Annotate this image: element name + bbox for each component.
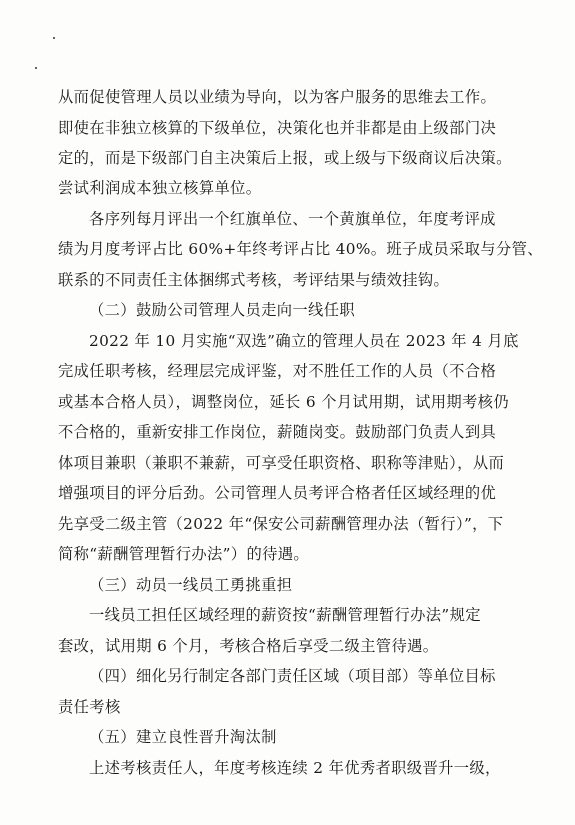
paragraph-line: 完成任职考核，经理层完成评鉴，对不胜任工作的人员（不合格 [58, 362, 497, 380]
paragraph-line: 即使在非独立核算的下级单位，决策化也并非都是由上级部门决 [58, 119, 497, 137]
paragraph-line: 一线员工担任区域经理的薪资按“薪酬管理暂行办法”规定 [89, 606, 481, 624]
section-heading: （五）建立良性晋升淘汰制 [89, 728, 277, 746]
scan-speck [35, 67, 37, 69]
section-heading: （二）鼓励公司管理人员走向一线任职 [89, 301, 355, 319]
section-heading: （三）动员一线员工勇挑重担 [89, 576, 293, 594]
paragraph-line: 2022 年 10 月实施“双选”确立的管理人员在 2023 年 4 月底 [89, 332, 519, 350]
paragraph-line: 或基本合格人员），调整岗位，延长 6 个月试用期，试用期考核仍 [58, 393, 509, 411]
scan-speck [53, 37, 55, 39]
paragraph-line: 体项目兼职（兼职不兼薪，可享受任职资格、职称等津贴），从而 [58, 454, 505, 472]
paragraph-line: 先享受二级主管（2022 年“保安公司薪酬管理办法（暂行）”，下 [58, 515, 504, 533]
paragraph-line: 上述考核责任人，年度考核连续 2 年优秀者职级晋升一级， [89, 759, 501, 777]
paragraph-line: 定的，而是下级部门自主决策后上报，或上级与下级商议后决策。 [58, 149, 512, 167]
paragraph-line: 简称“薪酬管理暂行办法”）的待遇。 [58, 545, 310, 563]
paragraph-line: 联系的不同责任主体捆绑式考核，考评结果与绩效挂钩。 [58, 271, 450, 289]
paragraph-line: 套改，试用期 6 个月，考核合格后享受二级主管待遇。 [58, 637, 439, 655]
paragraph-line: 各序列每月评出一个红旗单位、一个黄旗单位，年度考评成 [89, 210, 496, 228]
section-heading-continuation: 责任考核 [58, 698, 121, 716]
section-heading: （四）细化另行制定各部门责任区域（项目部）等单位目标 [89, 667, 496, 685]
paragraph-line: 增强项目的评分后劲。公司管理人员考评合格者任区域经理的优 [58, 484, 497, 502]
paragraph-line: 绩为月度考评占比 60%+年终考评占比 40%。班子成员采取与分管、 [58, 240, 543, 258]
paragraph-line: 不合格的，重新安排工作岗位，薪随岗变。鼓励部门负责人到具 [58, 423, 497, 441]
paragraph-line: 尝试利润成本独立核算单位。 [58, 179, 262, 197]
paragraph-line: 从而促使管理人员以业绩为导向，以为客户服务的思维去工作。 [58, 88, 497, 106]
